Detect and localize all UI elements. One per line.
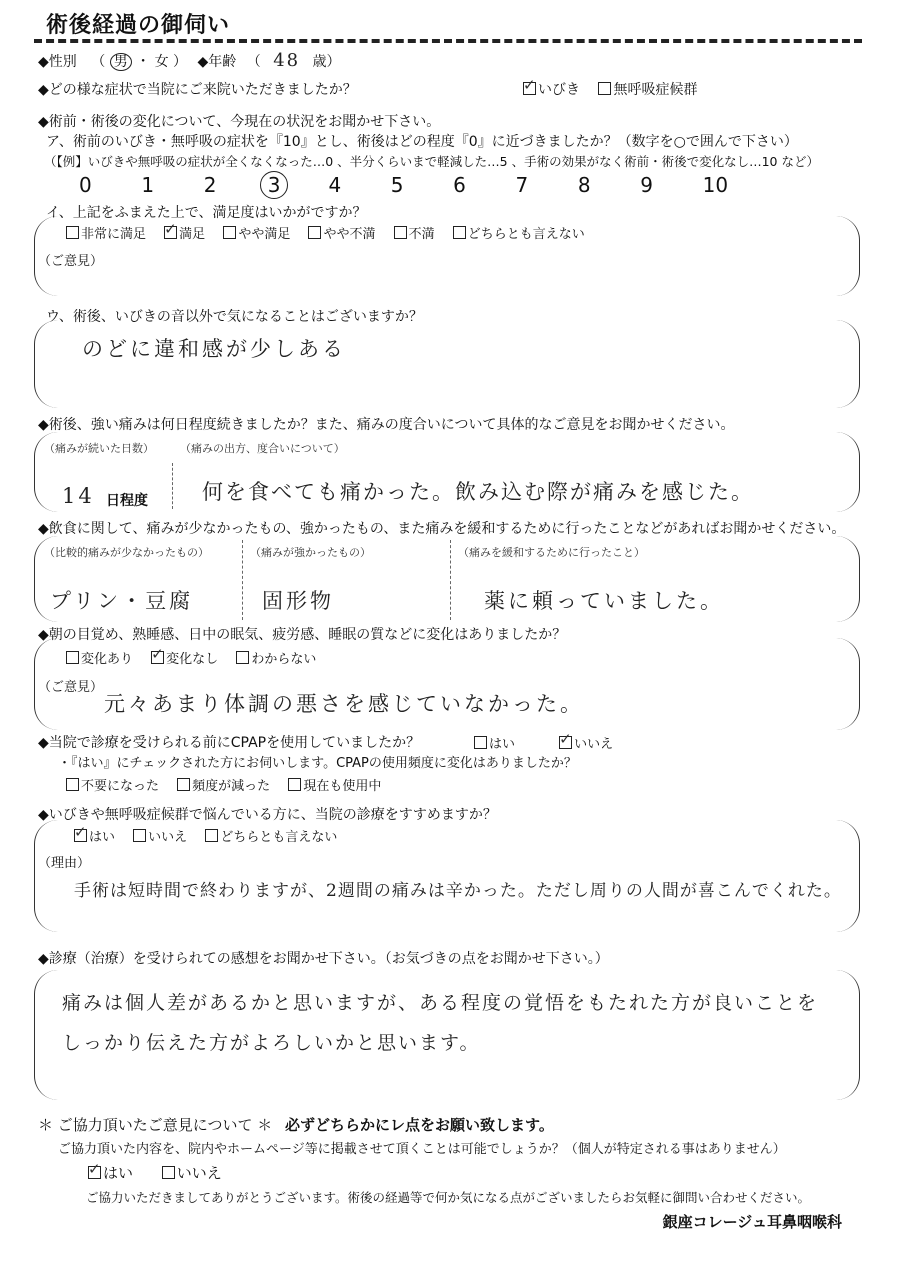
recommend-no[interactable]: いいえ (133, 830, 187, 845)
scale-10[interactable]: 10 (702, 173, 729, 197)
checkbox-icon (177, 778, 190, 791)
consent-heading (38, 1114, 554, 1135)
checkbox-icon (308, 226, 321, 239)
gender-close: ） (173, 54, 188, 70)
scale-2[interactable]: 2 (203, 173, 217, 197)
consent-heading-a: ＊ ご協力頂いたご意見について ＊ (38, 1116, 273, 1134)
q-change-a: ア、術前のいびき・無呼吸の症状を『10』とし、術後はどの程度『0』に近づきましたか？（数字を○で囲んで下さい） (46, 134, 798, 150)
consent-heading-b: 必ずどちらかにレ点をお願い致します。 (285, 1116, 554, 1134)
sat-un[interactable]: 不満 (394, 227, 435, 242)
pain-days-label: （痛みが続いた日数） (44, 442, 154, 455)
pain-detail-value[interactable]: 何を食べても痛かった。飲み込む際が痛みを感じた。 (202, 480, 754, 504)
pain-divider (172, 463, 173, 509)
scale-9[interactable]: 9 (640, 173, 653, 197)
satisfaction-options (66, 223, 599, 242)
sat-very[interactable]: 非常に満足 (66, 227, 146, 242)
checkbox-icon (133, 829, 146, 842)
sat-neither[interactable]: どちらとも言えない (453, 227, 585, 242)
title-divider (34, 39, 862, 43)
q-food-text: ◆飲食に関して、痛みが少なかったもの、強かったもの、また痛みを緩和するために行ったことなどがあればお聞かせください。 (38, 521, 846, 537)
option-apnea[interactable]: 無呼吸症候群 (598, 82, 697, 98)
q-satisfaction-text: イ、上記をふまえた上で、満足度はいかがですか？ (46, 205, 367, 221)
cpap-less[interactable]: 頻度が減った (177, 779, 270, 794)
cpap-yes[interactable]: はい (474, 737, 515, 752)
age-value[interactable]: 48 (273, 50, 301, 71)
q-change-intro: ◆術前・術後の変化について、今現在の状況をお聞かせ下さい。 (38, 114, 441, 130)
gender-label: ◆性別 (38, 54, 77, 70)
checkbox-icon (66, 651, 79, 664)
food-divider-2 (450, 540, 451, 620)
scale-1[interactable]: 1 (141, 173, 155, 197)
consent-yes[interactable]: ✓はい (88, 1164, 133, 1182)
age-open: （ (246, 54, 261, 70)
impression-line1[interactable]: 痛みは個人差があるかと思いますが、ある程度の覚悟をもたれた方が良いことを (62, 992, 819, 1014)
q-sleep-text: ◆朝の目覚め、熟睡感、日中の眠気、疲労感、睡眠の質などに変化はありましたか？ (38, 627, 567, 643)
pain-detail-label: （痛みの出方、度合いについて） (180, 442, 345, 455)
checkbox-icon (474, 736, 487, 749)
scale-0[interactable]: 0 (79, 173, 92, 197)
checkbox-icon (151, 651, 164, 664)
checkbox-icon (205, 829, 218, 842)
scale-row (79, 171, 759, 199)
checkbox-icon (288, 778, 301, 791)
q-symptom-text: ◆どの様な症状で当院にご来院いただきましたか？ (38, 82, 357, 98)
checkbox-icon (74, 829, 87, 842)
food-col3-value[interactable]: 薬に頼っていました。 (484, 589, 724, 613)
recommend-yes[interactable]: ✓はい (74, 830, 115, 845)
pain-days-unit: 日程度 (106, 493, 148, 509)
food-col3-label: （痛みを緩和するために行ったこと） (458, 546, 645, 559)
q-cpap-text: ◆当院で診療を受けられる前にCPAPを使用していましたか？ (38, 735, 421, 751)
recommend-answer[interactable]: 手術は短時間で終わりますが、2週間の痛みは辛かった。ただし周りの人間が喜こんでくれた。 (74, 881, 842, 901)
checkbox-icon (559, 736, 572, 749)
q-impression-text: ◆診療（治療）を受けられての感想をお聞かせ下さい。（お気づきの点をお聞かせ下さい。） (38, 951, 609, 967)
gender-sep: ・ (136, 54, 151, 70)
consent-no[interactable]: いいえ (162, 1164, 222, 1182)
consent-thanks: ご協力いただきましてありがとうございます。術後の経過等で何か気になる点がございましたらお気軽に御問い合わせください。 (86, 1190, 811, 1205)
age-unit: 歳） (312, 54, 341, 70)
food-col1-label: （比較的痛みが少なかったもの） (44, 546, 209, 559)
consent-text: ご協力頂いた内容を、院内やホームページ等に掲載させて頂くことは可能でしょうか？（個人が特定される事はありません） (58, 1142, 786, 1157)
checkbox-icon (453, 226, 466, 239)
clinic-name: 銀座コレージュ耳鼻咽喉科 (662, 1213, 842, 1231)
checkbox-icon (598, 82, 611, 95)
cpap-still[interactable]: 現在も使用中 (288, 779, 381, 794)
gender-male[interactable]: 男 (110, 53, 132, 71)
sleep-unknown[interactable]: わからない (236, 652, 316, 667)
option-snoring[interactable]: ✓ いびき (523, 82, 580, 98)
food-col2-label: （痛みが強かったもの） (250, 546, 371, 559)
cpap-no[interactable]: ✓ いいえ (559, 737, 613, 752)
scale-8[interactable]: 8 (577, 173, 591, 197)
page-title: 術後経過の御伺い (46, 13, 231, 38)
checkbox-icon (523, 82, 536, 95)
pain-days-value[interactable]: 14 (62, 484, 95, 508)
checkbox-icon (223, 226, 236, 239)
checkbox-icon (66, 226, 79, 239)
checkbox-icon (88, 1166, 101, 1179)
scale-3-selected[interactable]: 3 (260, 171, 288, 199)
cpap-unneeded[interactable]: 不要になった (66, 779, 159, 794)
gender-open: （ (91, 54, 106, 70)
age-label: ◆年齢 (197, 54, 237, 70)
q-recommend-text: ◆いびきや無呼吸症候群で悩んでいる方に、当院の診療をすすめますか？ (38, 807, 497, 823)
food-divider-1 (242, 540, 243, 620)
recommend-neither[interactable]: どちらとも言えない (205, 830, 337, 845)
recommend-reason-label: （理由） (38, 856, 91, 871)
checkbox-icon (66, 778, 79, 791)
q-change-example: （【例】いびきや無呼吸の症状が全くなくなった…0 、半分くらいまで軽減した…5 、手術の効果がなく術前・術後で変化なし…10 など） (44, 154, 819, 169)
checkbox-icon (394, 226, 407, 239)
sat-satisfied[interactable]: ✓ 満足 (164, 227, 205, 242)
satisfaction-opinion-label: （ご意見） (38, 254, 104, 269)
scale-4[interactable]: 4 (328, 173, 342, 197)
sat-somewhat-un[interactable]: やや不満 (308, 227, 375, 242)
q-pain-text: ◆術後、強い痛みは何日程度続きましたか？また、痛みの度合いについて具体的なご意見をお聞かせください。 (38, 417, 735, 433)
cpap-sub-text: ・『はい』にチェックされた方にお伺いします。CPAPの使用頻度に変化はありましたか？ (58, 756, 577, 771)
scale-6[interactable]: 6 (453, 173, 466, 197)
cpap-options (474, 733, 627, 752)
consent-options (88, 1162, 236, 1183)
cpap-sub-options (66, 775, 395, 794)
checkbox-icon (164, 226, 177, 239)
scale-5[interactable]: 5 (390, 173, 404, 197)
sleep-no-change[interactable]: ✓ 変化なし (151, 652, 218, 667)
recommend-options (74, 826, 351, 845)
q-other-text: ウ、術後、いびきの音以外で気になることはございますか？ (46, 309, 423, 325)
impression-line2[interactable]: しっかり伝えた方がよろしいかと思います。 (62, 1032, 481, 1054)
sleep-changed[interactable]: 変化あり (66, 652, 133, 667)
sleep-options (66, 648, 330, 667)
sleep-opinion-label: （ご意見） (38, 680, 104, 695)
other-answer[interactable]: のどに違和感が少しある (82, 337, 346, 361)
checkbox-icon (236, 651, 249, 664)
sleep-answer[interactable]: 元々あまり体調の悪さを感じていなかった。 (104, 692, 584, 716)
sat-somewhat[interactable]: やや満足 (223, 227, 290, 242)
gender-female[interactable]: 女 (154, 54, 169, 70)
checkbox-icon (162, 1166, 175, 1179)
q-symptom-options (523, 79, 711, 99)
scale-7[interactable]: 7 (515, 173, 529, 197)
profile-row (38, 50, 341, 71)
food-col2-value[interactable]: 固形物 (262, 589, 334, 613)
food-col1-value[interactable]: プリン・豆腐 (50, 589, 194, 613)
